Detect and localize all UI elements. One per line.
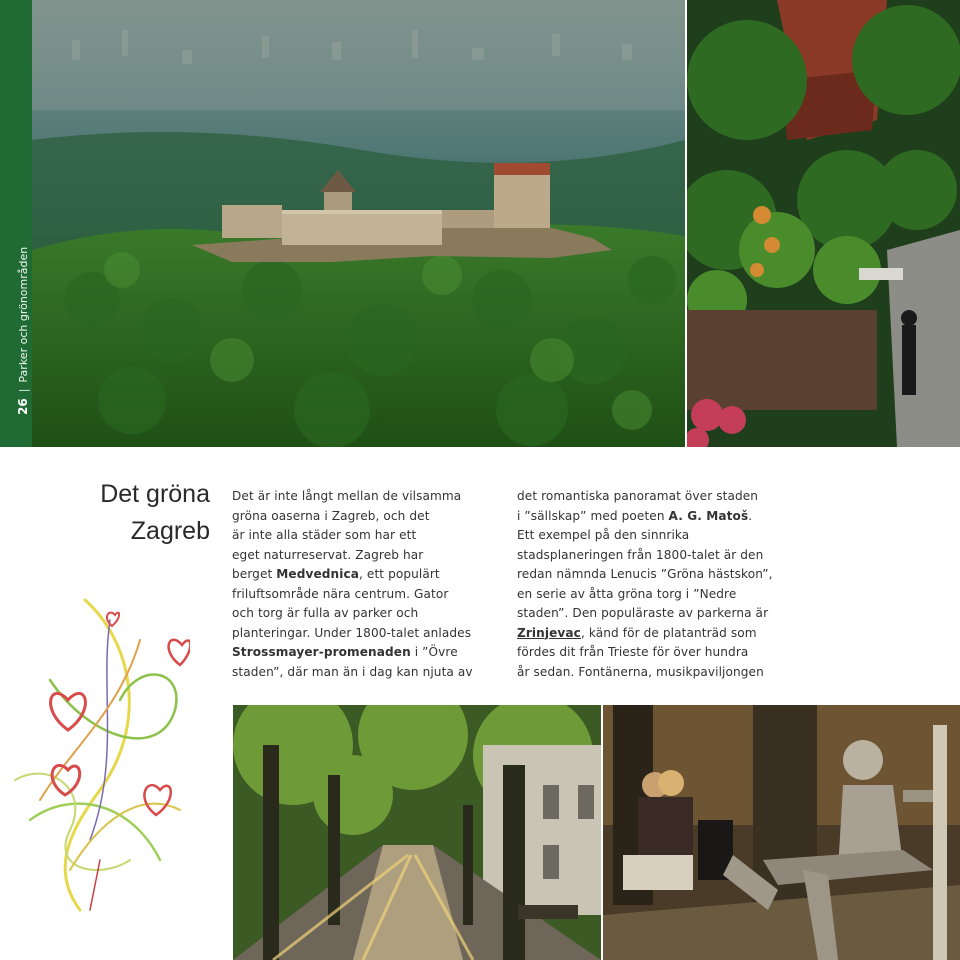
fortress-landscape-photo: [32, 0, 685, 447]
running-header: [16, 247, 30, 415]
text-line: en serie av åtta gröna torg i ”Nedre: [517, 586, 737, 601]
title-line-1: Det gröna: [100, 480, 210, 508]
text-line: Det är inte långt mellan de vilsamma: [232, 489, 462, 503]
text-line: [517, 507, 777, 527]
statue-bench-photo: [603, 705, 960, 960]
promenade-photo: [233, 705, 601, 960]
text-line: eget naturreservat. Zagreb har: [232, 547, 424, 562]
text-run: .: [748, 508, 753, 523]
text-line: [232, 565, 482, 585]
text-line: det romantiska panoramat över staden: [517, 489, 759, 503]
text-line: [517, 624, 777, 644]
garden-path-photo: [687, 0, 960, 447]
article-column-right: [517, 487, 777, 682]
text-line: [232, 643, 482, 663]
text-run: , känd för de platanträd som: [580, 625, 757, 640]
hearts-illustration: [10, 560, 190, 920]
text-run: i ”sällskap” med poeten: [517, 508, 669, 523]
text-line: och torg är fulla av parker och: [232, 606, 419, 620]
title-line-2: Zagreb: [130, 517, 210, 545]
article-title: [100, 476, 210, 550]
text-line: staden”. Den populäraste av parkerna är: [517, 606, 769, 620]
text-run: , ett populärt: [359, 567, 440, 581]
article-column-left: [232, 487, 482, 682]
text-line: staden”, där man än i dag kan njuta av: [232, 664, 473, 679]
text-line: gröna oaserna i Zagreb, och det: [232, 508, 430, 523]
page-number: 26: [16, 398, 30, 415]
place-name-zrinjevac: Zrinjevac: [517, 625, 581, 640]
separator: |: [16, 388, 30, 393]
text-line: planteringar. Under 1800-talet anlades: [232, 625, 472, 640]
place-name-medvednica: Medvednica: [276, 567, 360, 581]
text-line: Ett exempel på den sinnrika: [517, 528, 690, 542]
text-run: berget: [232, 567, 277, 581]
text-line: är inte alla städer som har ett: [232, 528, 417, 542]
text-line: fördes dit från Trieste för över hundra: [517, 645, 749, 659]
text-line: friluftsområde nära centrum. Gator: [232, 586, 449, 601]
section-name: Parker och grönområden: [16, 246, 30, 383]
text-line: stadsplaneringen från 1800-talet är den: [517, 547, 764, 562]
text-line: år sedan. Fontänerna, musikpaviljongen: [517, 664, 764, 679]
text-line: redan nämnda Lenucis ”Gröna hästskon”,: [517, 567, 773, 581]
text-run: i ”Övre: [410, 645, 458, 659]
place-name-strossmayer: Strossmayer-promenaden: [232, 645, 411, 659]
poet-name: A. G. Matoš: [668, 508, 749, 523]
